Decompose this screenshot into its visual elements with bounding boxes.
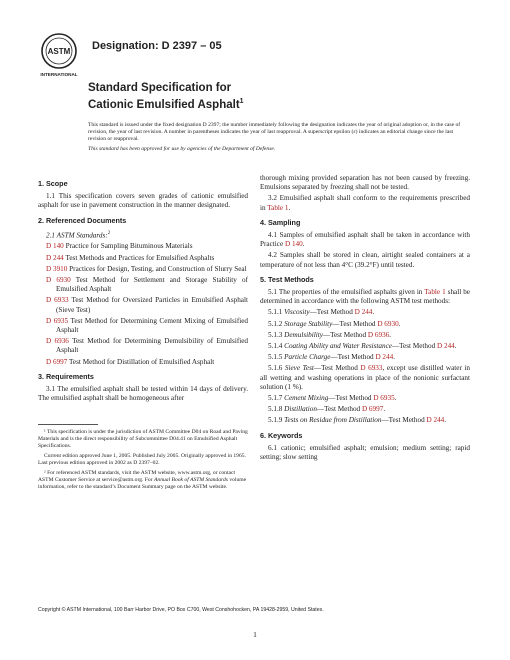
reference-item: D 6933 Test Method for Oversized Particles in Emulsified Asphalt (Sieve Test) [46,296,248,314]
requirements-continued: thorough mixing provided separation has not been caused by freezing. Emulsions separated by freezing shall not be tested. [260,174,470,192]
footnote-1b: Current edition approved June 1, 2005. Published July 2005. Originally approved in 1965. Last previous edition approved in 2002 as D 2397–02. [38,453,246,466]
reference-item: D 6936 Test Method for Determining Demulsibility of Emulsified Asphalt [46,337,249,355]
test-method-link[interactable]: D 244 [354,308,373,317]
requirements-paragraph: 3.1 The emulsified asphalt shall be tested within 14 days of delivery. The emulsified asphalt shall be homogeneous after [38,385,248,403]
footnote-rule [38,424,98,425]
test-method-link[interactable]: D 6933 [360,364,383,373]
refs-intro: 2.1 ASTM Standards:$^2$ [46,230,111,240]
scope-paragraph: 1.1 This specification covers seven grades of cationic emulsified asphalt for use in pavement construction in the manner designated. [38,192,248,210]
reference-item: D 3910 Practices for Design, Testing, and Construction of Slurry Seal [46,264,247,273]
test-methods-intro: 5.1 The properties of the emulsified asphalts given in Table 1 shall be determined in accordance with the following ASTM test methods: [260,288,470,306]
test-method-item: 5.1.5 Particle Charge—Test Method D 244. [268,353,396,362]
logo-wordmark: INTERNATIONAL [40,72,78,77]
reference-code-link[interactable]: D 140 [46,242,64,251]
section-heading-requirements: 3. Requirements [38,371,94,381]
test-method-link[interactable]: D 6930 [377,319,399,328]
section-heading-keywords: 6. Keywords [260,430,303,440]
table-1-link[interactable]: Table 1 [267,203,289,212]
test-method-link[interactable]: D 244 [426,416,445,425]
footnote-1: ¹ This specification is under the jurisdiction of ASTM Committee D04 on Road and Paving Materials and is the direct responsibility of Subcommittee D04.41 on Emulsified Asphalt Specifications. [38,429,248,449]
test-method-item: 5.1.8 Distillation—Test Method D 6997. [268,405,386,414]
section-heading-test-methods: 5. Test Methods [260,274,314,284]
svg-text:ASTM: ASTM [47,47,71,56]
page-number: 1 [253,630,257,639]
test-method-link[interactable]: D 244 [437,342,455,351]
reference-code-link[interactable]: D 6997 [46,357,68,366]
standard-notice [88,122,468,155]
reference-code-link[interactable]: D 6933 [46,296,69,305]
d140-link[interactable]: D 140 [284,240,303,249]
footnotes [38,424,248,494]
test-method-item: 5.1.7 Cement Mixing—Test Method D 6935. [268,394,397,403]
right-column [260,174,470,464]
test-method-link[interactable]: D 6935 [373,394,395,403]
section-heading-references: 2. Referenced Documents [38,215,127,225]
test-method-item: 5.1.1 Viscosity—Test Method D 244. [268,308,375,317]
reference-code-link[interactable]: D 6930 [46,276,71,285]
reference-item: D 244 Test Methods and Practices for Emulsified Asphalts [46,253,215,262]
test-method-item: 5.1.2 Storage Stability—Test Method D 6930. [268,319,401,328]
sampling-4-1: 4.1 Samples of emulsified asphalt shall be taken in accordance with Practice D 140. [260,231,470,249]
astm-logo-icon [38,32,80,78]
test-method-item: 5.1.9 Tests on Residue from Distillation—Test Method D 244. [268,416,447,425]
left-column [38,174,248,405]
test-method-item: 5.1.4 Coating Ability and Water Resistance—Test Method D 244. [268,342,457,351]
keywords-paragraph: 6.1 cationic; emulsified asphalt; emulsion; medium setting; rapid setting; slow setting [260,443,470,462]
reference-code-link[interactable]: D 244 [46,253,64,262]
test-method-item: 5.1.3 Demulsibility—Test Method D 6936. [268,330,392,339]
reference-item: D 6997 Test Method for Distillation of Emulsified Asphalt [46,357,215,366]
issuance-notice: This standard is issued under the fixed designation D 2397; the number immediately following the designation indicates the year of original adoption or, in the case of revision, the year of last revision. A number in parentheses indicates the year of last reapproval. A superscript epsilon (ε) indicates an editorial change since the last revision or reapproval. [88,122,461,143]
designation: Designation: D 2397 – 05 [92,40,222,52]
test-method-link[interactable]: D 6997 [361,405,384,414]
title-line-1: Standard Specification for [88,82,232,94]
test-method-link[interactable]: D 244 [375,353,394,362]
sampling-4-2: 4.2 Samples shall be stored in clean, airtight sealed containers at a temperature of not less than 4°C (39.2°F) until tested. [260,251,470,269]
dod-notice: This standard has been approved for use by agencies of the Department of Defense. [88,145,276,152]
test-method-item: 5.1.6 Sieve Test—Test Method D 6933, except use distilled water in all wetting and washing operations in place of the nonionic surfactant solution (1 %). [260,364,470,391]
section-heading-sampling: 4. Sampling [260,217,301,227]
reference-item: D 6930 Test Method for Settlement and Storage Stability of Emulsified Asphalt [46,276,248,294]
reference-code-link[interactable]: D 3910 [46,264,68,273]
test-method-list [260,308,470,425]
reference-list [38,242,248,366]
reference-code-link[interactable]: D 6936 [46,337,69,346]
test-method-link[interactable]: D 6936 [367,330,390,339]
document-title [88,82,244,112]
reference-item: D 140 Practice for Sampling Bituminous Materials [46,242,193,251]
footnote-2: ² For referenced ASTM standards, visit the ASTM website, www.astm.org, or contact ASTM Customer Service at service@astm.org. For Annual Book of ASTM Standards volume information, refer to the standard’s Document Summary page on the ASTM website. [38,470,247,490]
reference-code-link[interactable]: D 6935 [46,316,69,325]
title-line-2: Cationic Emulsified Asphalt$^1$ [88,98,244,111]
copyright-notice: Copyright © ASTM International, 100 Barr Harbor Drive, PO Box C700, West Conshohocken, PA 19428-2959, United States. [38,607,324,613]
section-heading-scope: 1. Scope [38,179,68,188]
table-1-link-2[interactable]: Table 1 [424,288,446,297]
reference-item: D 6935 Test Method for Determining Cement Mixing of Emulsified Asphalt [46,316,248,335]
requirements-3-2: 3.2 Emulsified asphalt shall conform to the requirements prescribed in Table 1. [260,194,470,212]
